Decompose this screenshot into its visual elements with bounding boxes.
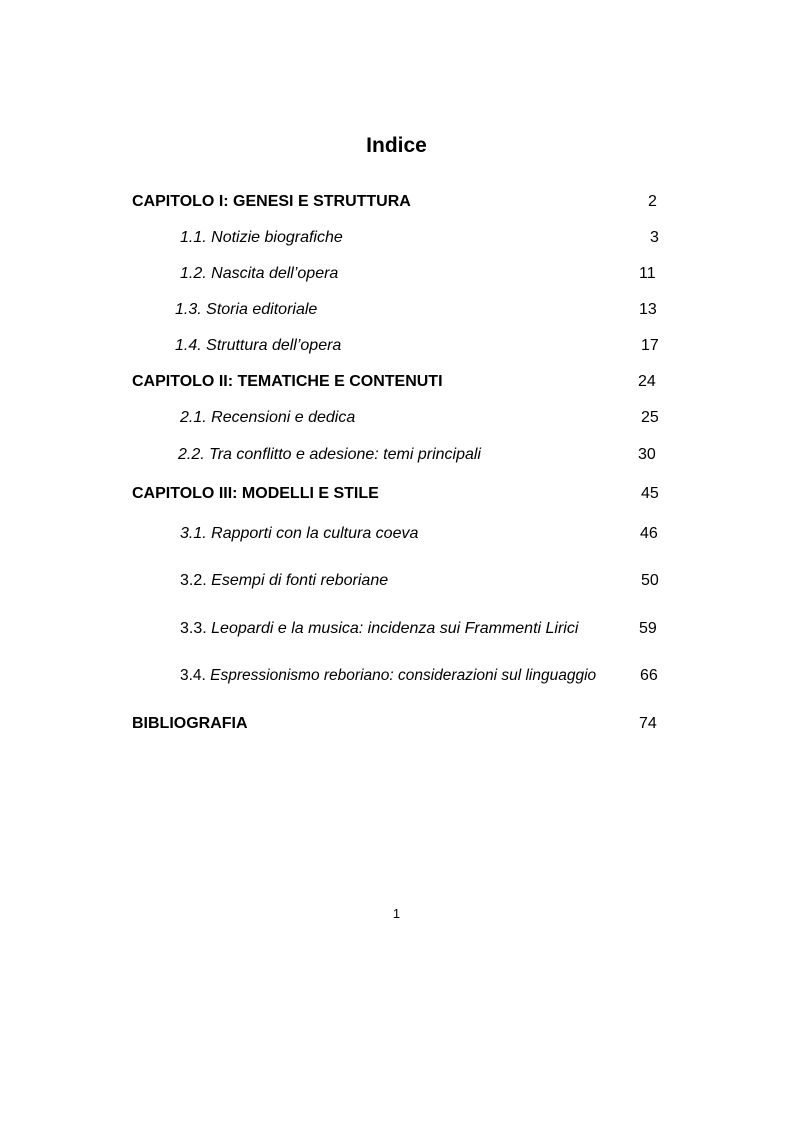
- toc-page-number: 59: [639, 620, 657, 637]
- toc-entry-label: Rapporti con la cultura coeva: [211, 525, 419, 542]
- footer-page-number: 1: [392, 906, 401, 921]
- page-title: Indice: [366, 134, 427, 157]
- toc-section-3-2[interactable]: [180, 572, 388, 590]
- toc-page-number: 24: [638, 373, 656, 390]
- toc-section-number: 1.2.: [180, 265, 207, 282]
- toc-page-number: 74: [639, 715, 657, 732]
- toc-chapter-2[interactable]: [132, 373, 443, 391]
- toc-entry-label: Tra conflitto e adesione: temi principali: [209, 446, 481, 463]
- toc-page-number: 17: [641, 337, 659, 354]
- toc-page-number: 3: [650, 229, 659, 246]
- toc-section-1-3[interactable]: [175, 301, 317, 319]
- toc-page-number: 50: [641, 572, 659, 589]
- toc-entry-label: CAPITOLO III: MODELLI E STILE: [132, 485, 379, 502]
- toc-page-number: 66: [640, 667, 658, 684]
- toc-entry-label: Notizie biografiche: [211, 229, 343, 246]
- toc-page-number: 13: [639, 301, 657, 318]
- toc-entry-label: BIBLIOGRAFIA: [132, 715, 248, 732]
- toc-section-1-4[interactable]: [175, 337, 341, 355]
- toc-section-number: 3.1.: [180, 525, 207, 542]
- toc-chapter-1[interactable]: [132, 193, 411, 211]
- toc-section-number: 2.2.: [178, 446, 205, 463]
- toc-section-3-4[interactable]: [180, 667, 596, 685]
- toc-bibliography[interactable]: [132, 715, 248, 733]
- toc-page-number: 25: [641, 409, 659, 426]
- toc-chapter-3[interactable]: [132, 485, 379, 503]
- toc-section-number: 2.1.: [180, 409, 207, 426]
- toc-section-1-2[interactable]: [180, 265, 338, 283]
- toc-section-number: 3.4.: [180, 667, 206, 684]
- toc-entry-label: Storia editoriale: [206, 301, 318, 318]
- toc-section-2-2[interactable]: [178, 446, 481, 464]
- toc-section-number: 1.4.: [175, 337, 202, 354]
- toc-entry-label: Nascita dell’opera: [211, 265, 339, 282]
- toc-entry-label: Struttura dell’opera: [206, 337, 342, 354]
- toc-entry-label: Esempi di fonti reboriane: [211, 572, 389, 589]
- toc-entry-label: Leopardi e la musica: incidenza sui Frammenti Lirici: [211, 620, 579, 637]
- toc-section-3-1[interactable]: [180, 525, 418, 543]
- toc-page-number: 46: [640, 525, 658, 542]
- toc-section-number: 1.3.: [175, 301, 202, 318]
- toc-section-3-3[interactable]: [180, 620, 578, 638]
- toc-page-number: 30: [638, 446, 656, 463]
- toc-entry-label: Recensioni e dedica: [211, 409, 356, 426]
- toc-section-2-1[interactable]: [180, 409, 355, 427]
- toc-page-number: 2: [648, 193, 657, 210]
- toc-page-number: 45: [641, 485, 659, 502]
- toc-section-number: 3.3.: [180, 620, 207, 637]
- toc-entry-label: CAPITOLO II: TEMATICHE E CONTENUTI: [132, 373, 443, 390]
- toc-entry-label: CAPITOLO I: GENESI E STRUTTURA: [132, 193, 411, 210]
- toc-section-1-1[interactable]: [180, 229, 343, 247]
- toc-section-number: 3.2.: [180, 572, 207, 589]
- toc-page-number: 11: [639, 265, 656, 282]
- toc-section-number: 1.1.: [180, 229, 207, 246]
- toc-entry-label: Espressionismo reboriano: considerazioni sul linguaggio: [210, 667, 597, 684]
